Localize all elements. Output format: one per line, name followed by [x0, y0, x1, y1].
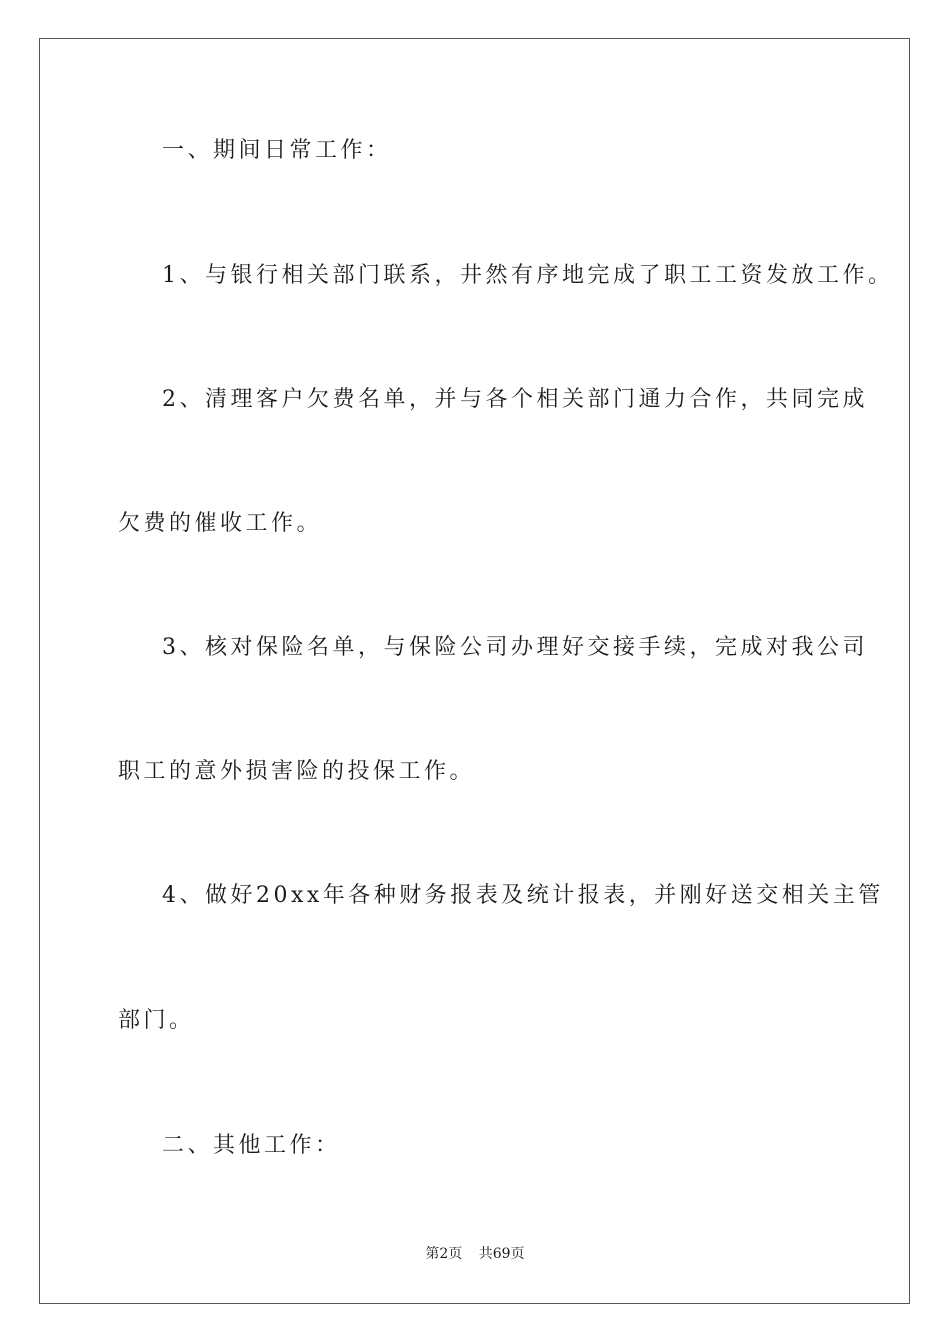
- page-number: 第2页: [425, 1246, 463, 1262]
- page-footer: [0, 1244, 950, 1264]
- paragraph-line: 职工的意外损害险的投保工作。: [118, 759, 476, 784]
- total-pages: 共69页: [478, 1246, 525, 1262]
- section-heading-2: 二、其他工作：: [162, 1133, 341, 1158]
- paragraph-line: 欠费的催收工作。: [118, 511, 323, 536]
- page-border: [39, 38, 910, 1304]
- paragraph-line: 1、与银行相关部门联系，井然有序地完成了职工工资发放工作。: [162, 263, 894, 288]
- paragraph-line: 部门。: [118, 1008, 195, 1033]
- paragraph-line: 4、做好20xx年各种财务报表及统计报表，并刚好送交相关主管: [162, 883, 884, 908]
- paragraph-line: 3、核对保险名单，与保险公司办理好交接手续，完成对我公司: [162, 635, 868, 660]
- section-heading-1: 一、期间日常工作：: [162, 138, 392, 163]
- paragraph-line: 2、清理客户欠费名单，并与各个相关部门通力合作，共同完成: [162, 387, 868, 412]
